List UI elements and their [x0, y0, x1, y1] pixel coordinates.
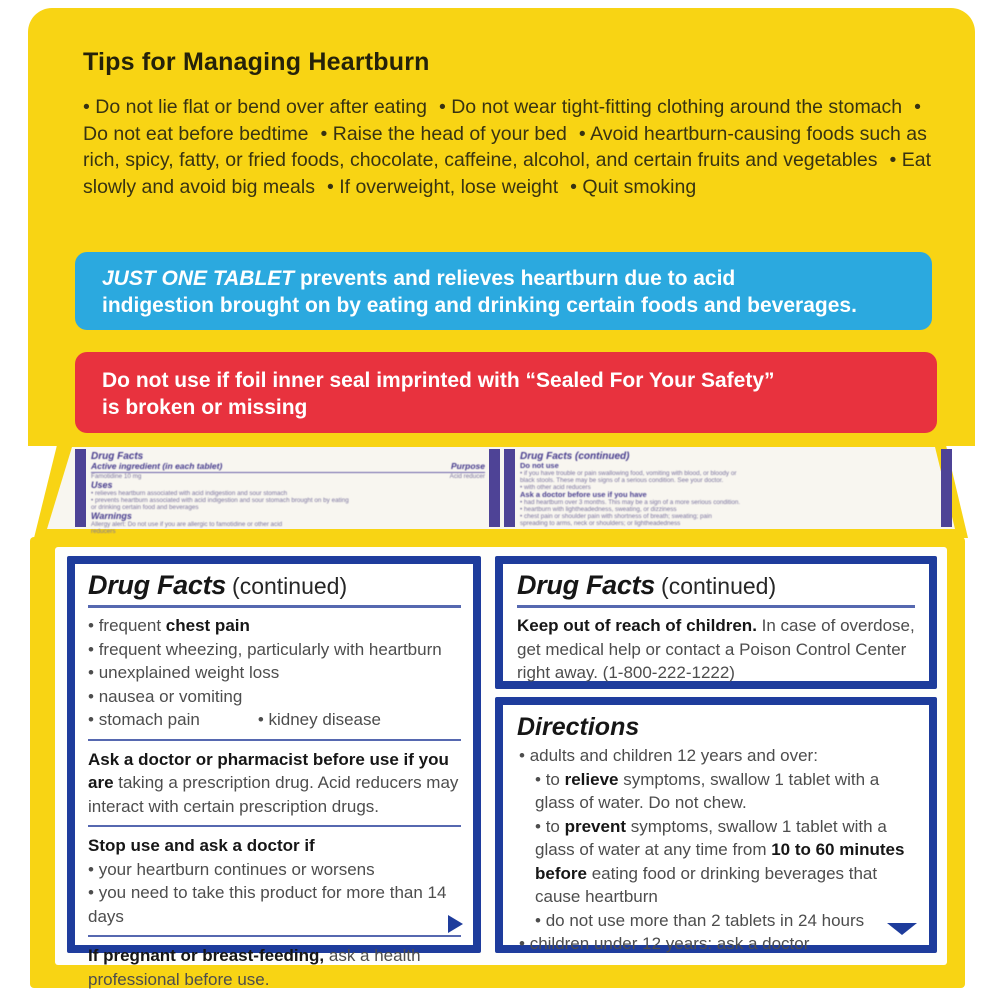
tips-list [83, 94, 935, 200]
drugfacts-right-box [495, 556, 937, 689]
drugfacts-left-box [67, 556, 481, 989]
box-top-flap [30, 441, 970, 538]
seal-warning-banner [75, 352, 937, 433]
ask-doctor-paragraph: Ask a doctor or pharmacist before use if you are taking a prescription drug. Acid reducers may interact with certain prescription drugs. [88, 749, 459, 816]
flap-text-line: • prevents heartburn associated with acid indigestion and sour stomach brought on by eating [91, 497, 349, 504]
flap-text-line: spreading to arms, neck or shoulders; or lightheadedness [520, 520, 681, 527]
symptom-pair-row [88, 708, 461, 732]
bullet-item: • frequent chest pain [88, 614, 461, 638]
flap-text-line: Drug Facts (continued) [520, 451, 630, 462]
flap-text-line: • with other acid reducers [520, 484, 591, 491]
flap-text-right: Acid reducer [449, 473, 485, 480]
flap-right-text [520, 451, 937, 527]
front-face [30, 537, 965, 988]
flap-text-right: Purpose [450, 461, 485, 471]
flap-edge-bar [75, 449, 86, 527]
tip-item: • Do not wear tight-fitting clothing around the stomach [439, 96, 902, 118]
drugfacts-left-header [88, 570, 461, 601]
drugfacts-title: Drug Facts [88, 570, 227, 600]
drugfacts-title: Drug Facts [517, 570, 656, 600]
flap-text-line [91, 473, 485, 480]
seal-warning-line1: Do not use if foil inner seal imprinted with “Sealed For Your Safety” [102, 369, 775, 392]
direction-item: • adults and children 12 years and over: [517, 744, 915, 768]
flap-edge-bar [941, 449, 952, 527]
section-divider [88, 825, 461, 827]
tip-item: • Quit smoking [570, 176, 696, 198]
tip-item: • If overweight, lose weight [327, 176, 558, 198]
symptom-list [88, 614, 461, 708]
back-panel [28, 8, 975, 446]
direction-item: • do not use more than 2 tablets in 24 hours [517, 909, 915, 933]
direction-item: • children under 12 years: ask a doctor [517, 932, 915, 956]
tip-item: • Do not lie flat or bend over after eating [83, 96, 427, 118]
flap-text-line: • if you have trouble or pain swallowing food, vomiting with blood, or bloody or [520, 470, 737, 477]
tips-title: Tips for Managing Heartburn [83, 48, 430, 76]
tip-item: • Do not eat before bedtime [83, 96, 921, 145]
flap-left-text [91, 451, 485, 535]
direction-item: • to prevent symptoms, swallow 1 tablet with a glass of water at any time from 10 to 60 minutes before eating food or drinking beverages that cause heartburn [517, 815, 915, 909]
directions-list [517, 744, 915, 956]
symptom-kidney-disease: • kidney disease [258, 708, 381, 732]
flap-text-line: • relieves heartburn associated with acid indigestion and sour stomach [91, 490, 288, 497]
flap-text-line: Warnings [91, 511, 132, 521]
one-tablet-line2: indigestion brought on by eating and drinking certain foods and beverages. [102, 294, 857, 317]
symptom-stomach-pain: • stomach pain [88, 708, 200, 732]
section-divider [88, 935, 461, 937]
flap-text-line [91, 462, 485, 473]
flap-edge-bar [504, 449, 515, 527]
bullet-item: • frequent wheezing, particularly with heartburn [88, 638, 461, 662]
flap-text-left: Famotidine 10 mg [91, 473, 142, 480]
pregnant-paragraph: If pregnant or breast-feeding, ask a health professional before use. [88, 946, 421, 989]
flap-text-line: or drinking certain food and beverages [91, 504, 199, 511]
bullet-item: • nausea or vomiting [88, 685, 461, 709]
stop-use-list [88, 858, 461, 929]
continue-down-arrow-icon [887, 923, 917, 935]
flap-text-line: reducers [91, 528, 116, 535]
directions-title: Directions [517, 713, 640, 741]
bullet-item: • unexplained weight loss [88, 661, 461, 685]
flap-text-line: Drug Facts [91, 451, 144, 462]
tip-item: • Avoid heartburn-causing foods such as rich, spicy, fatty, or fried foods, chocolate, caffeine, alcohol, and certain fruits and vegetables [83, 123, 927, 172]
flap-text-line: Uses [91, 480, 113, 490]
direction-item: • to relieve symptoms, swallow 1 tablet with a glass of water. Do not chew. [517, 768, 915, 815]
flap-text-line: Allergy alert: Do not use if you are allergic to famotidine or other acid [91, 521, 283, 528]
flap-edge-bar [489, 449, 500, 527]
flap-drugfacts-left [75, 449, 500, 535]
drugfacts-continued: (continued) [232, 573, 348, 599]
one-tablet-line1-rest: prevents and relieves heartburn due to acid [294, 267, 736, 290]
flap-text-line: • had heartburn over 3 months. This may be a sign of a more serious condition. [520, 499, 741, 506]
one-tablet-banner [75, 252, 932, 330]
drugfacts-continued: (continued) [661, 573, 777, 599]
seal-warning-line2: is broken or missing [102, 396, 308, 419]
flap-drugfacts-right [504, 449, 952, 527]
tip-item: • Eat slowly and avoid big meals [83, 149, 931, 198]
bullet-item: • your heartburn continues or worsens [88, 858, 461, 882]
flap-text-line: • chest pain or shoulder pain with shortness of breath; sweating; pain [520, 513, 712, 520]
front-label-area [55, 547, 947, 989]
one-tablet-line1 [102, 265, 932, 292]
directions-box [495, 697, 937, 953]
drugfacts-right-header [517, 570, 915, 601]
keep-out-of-reach-paragraph: Keep out of reach of children. In case of overdose, get medical help or contact a Poison Control Center right away. (1-800-222-1222) [517, 616, 915, 682]
flap-text-left: Active ingredient (in each tablet) [91, 461, 223, 471]
header-rule [88, 605, 461, 608]
flap-text-line: black stools. These may be signs of a serious condition. See your doctor. [520, 477, 724, 484]
one-tablet-lead: JUST ONE TABLET [102, 267, 295, 290]
section-divider [88, 739, 461, 741]
flap-text-line: Do not use [520, 461, 559, 470]
flap-text-line: Ask a doctor before use if you have [520, 490, 647, 499]
continue-right-arrow-icon [448, 915, 463, 933]
bullet-item: • you need to take this product for more than 14 days [88, 881, 461, 928]
flap-text-line: • heartburn with lightheadedness, sweating, or dizziness [520, 506, 677, 513]
header-rule [517, 605, 915, 608]
stop-use-heading: Stop use and ask a doctor if [88, 836, 315, 855]
tip-item: • Raise the head of your bed [320, 123, 566, 145]
